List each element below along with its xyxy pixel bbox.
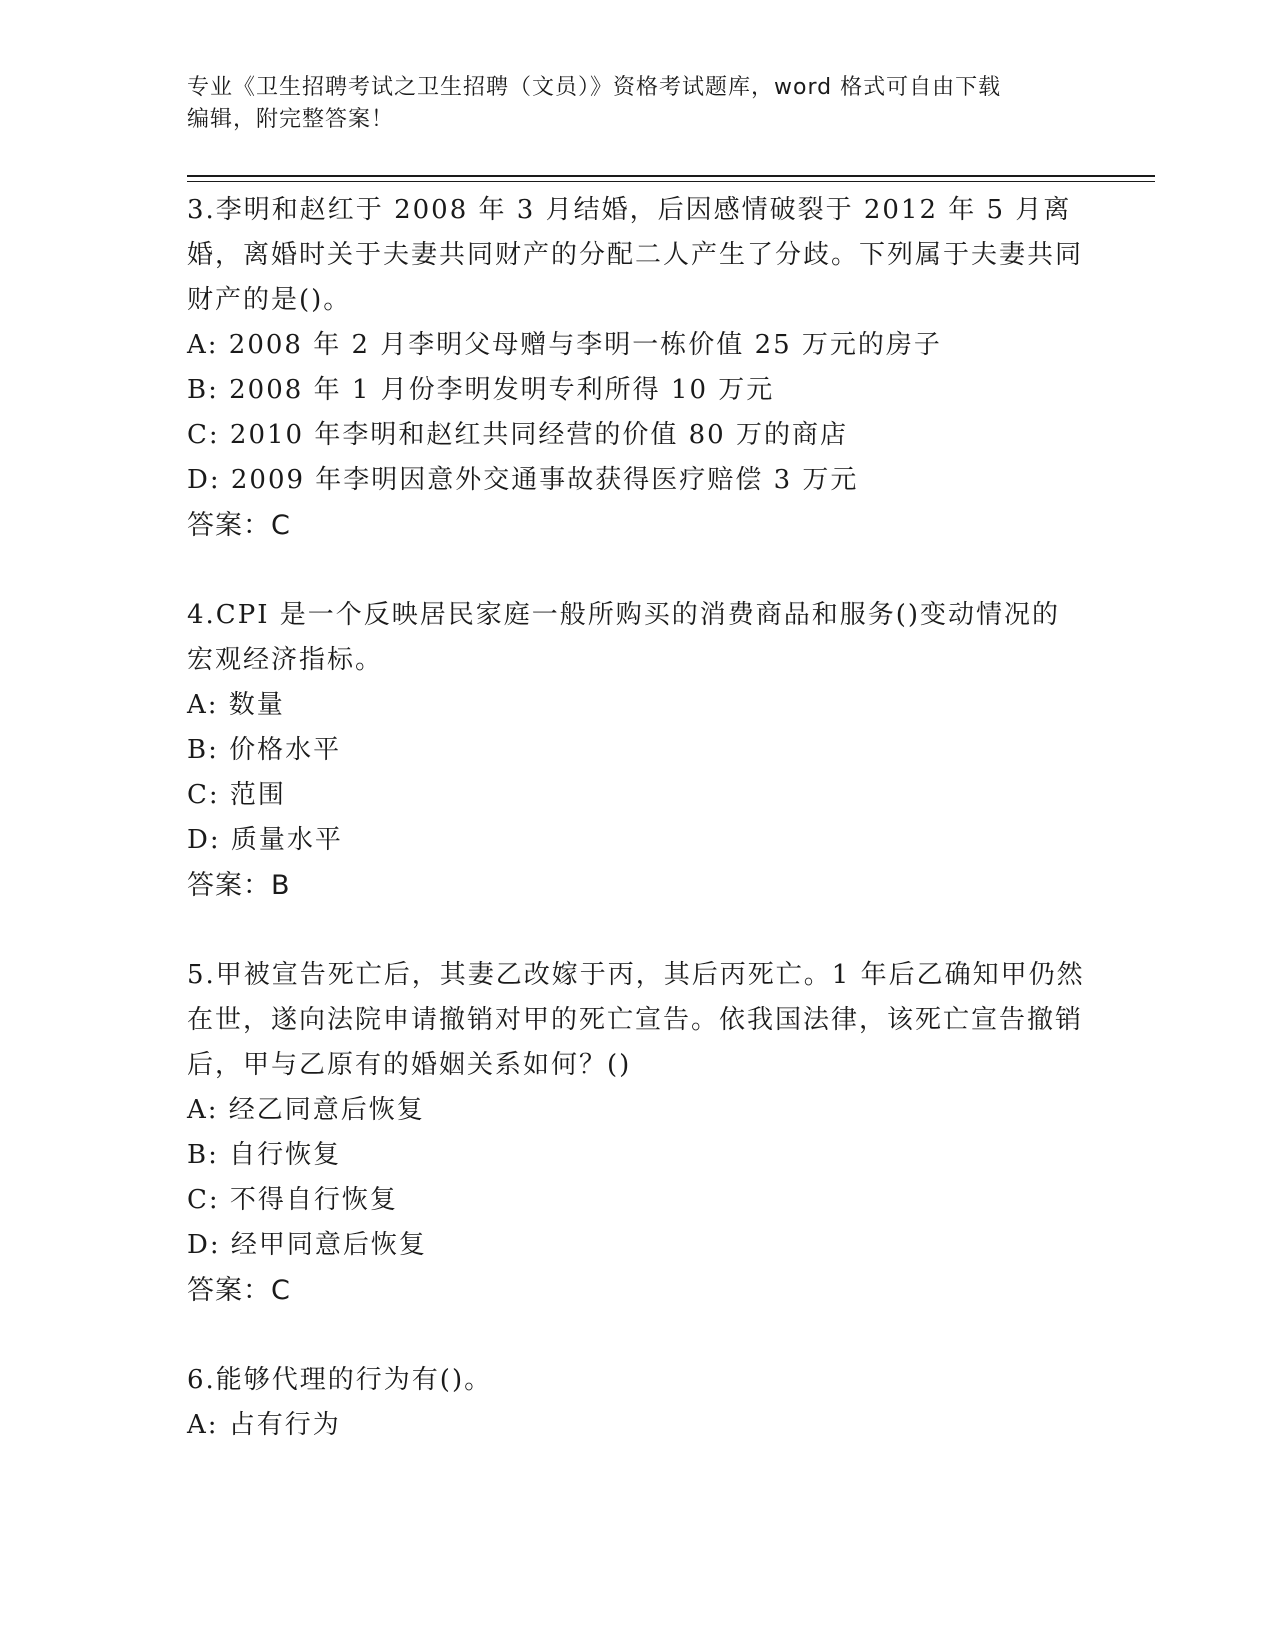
option-d: D: 经甲同意后恢复 — [187, 1230, 427, 1260]
header-line-1: 专业《卫生招聘考试之卫生招聘（文员）》资格考试题库，word 格式可自由下载 — [187, 75, 1002, 100]
option-d: D: 2009 年李明因意外交通事故获得医疗赔偿 3 万元 — [187, 465, 859, 495]
answer-line: 答案：C — [187, 1275, 291, 1306]
option-a: A: 数量 — [187, 690, 285, 720]
question-6 — [187, 1358, 1087, 1448]
answer-line: 答案：B — [187, 870, 291, 901]
question-text: 6.能够代理的行为有()。 — [187, 1365, 493, 1395]
question-text: 3.李明和赵红于 2008 年 3 月结婚，后因感情破裂于 2012 年 5 月离婚，离婚时关于夫妻共同财产的分配二人产生了分歧。下列属于夫妻共同财产的是()。 — [187, 195, 1084, 315]
question-text: 5.甲被宣告死亡后，其妻乙改嫁于丙，其后丙死亡。1 年后乙确知甲仍然在世，遂向法院申请撤销对甲的死亡宣告。依我国法律，该死亡宣告撤销后，甲与乙原有的婚姻关系如何？() — [187, 960, 1085, 1080]
header-divider-thin — [187, 181, 1155, 182]
header-line-2: 编辑，附完整答案！ — [187, 107, 395, 132]
option-c: C: 范围 — [187, 780, 286, 810]
option-a: A: 经乙同意后恢复 — [187, 1095, 425, 1125]
question-5 — [187, 953, 1087, 1314]
option-b: B: 价格水平 — [187, 735, 342, 765]
question-list — [187, 188, 1087, 1492]
option-c: C: 2010 年李明和赵红共同经营的价值 80 万的商店 — [187, 420, 848, 450]
answer-line: 答案：C — [187, 510, 291, 541]
document-header — [187, 72, 1067, 136]
option-d: D: 质量水平 — [187, 825, 343, 855]
option-a: A: 2008 年 2 月李明父母赠与李明一栋价值 25 万元的房子 — [187, 330, 942, 360]
option-b: B: 2008 年 1 月份李明发明专利所得 10 万元 — [187, 375, 775, 405]
option-c: C: 不得自行恢复 — [187, 1185, 398, 1215]
option-b: B: 自行恢复 — [187, 1140, 342, 1170]
option-a: A: 占有行为 — [187, 1410, 341, 1440]
question-4 — [187, 593, 1087, 909]
question-text: 4.CPI 是一个反映居民家庭一般所购买的消费商品和服务()变动情况的宏观经济指标。 — [187, 600, 1061, 675]
header-divider-thick — [187, 175, 1155, 177]
question-3 — [187, 188, 1087, 549]
